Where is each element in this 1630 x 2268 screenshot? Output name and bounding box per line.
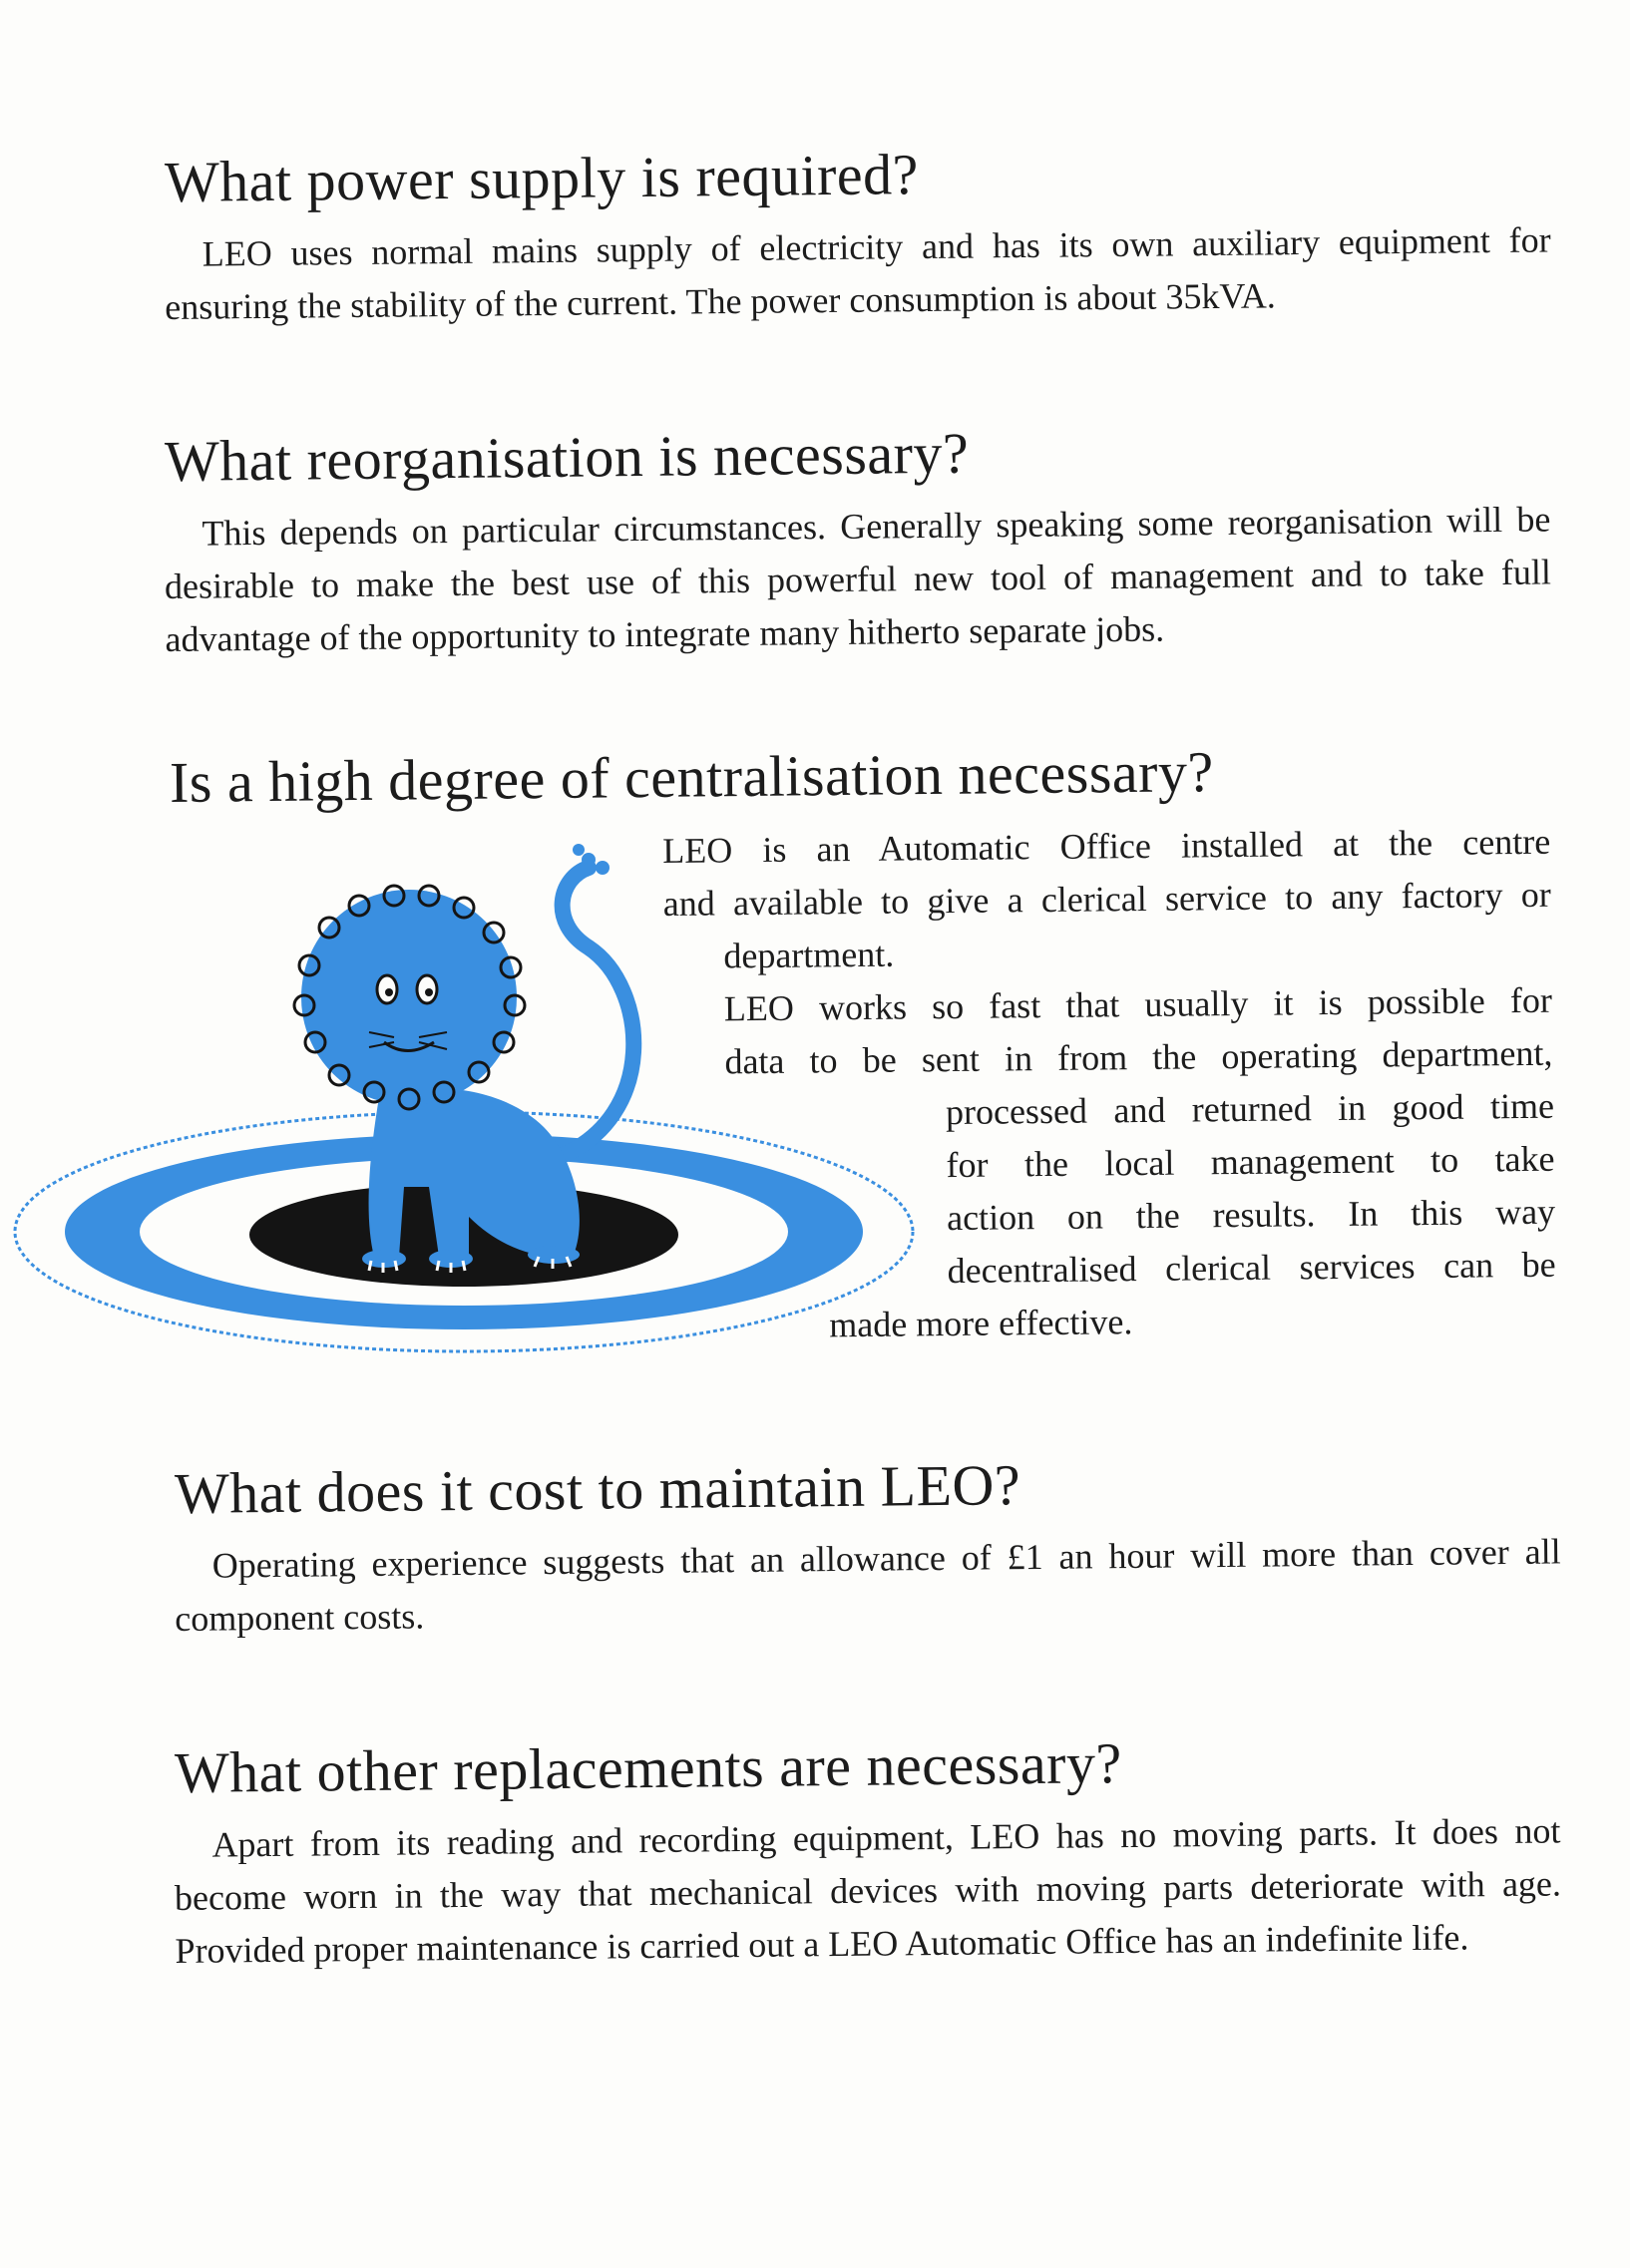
- answer-reorganisation: This depends on particular circumstances. Generally speaking some reorganisation will be desirable to make the best use of this powerful new tool of management and to take full advantage of the opportunity to integrate many hitherto separate jobs.: [164, 499, 1552, 659]
- centralisation-line-1: LEO is an Automatic Office installed at the centre: [662, 821, 1551, 872]
- centralisation-line-5: data to be sent in from the operating department,: [724, 1032, 1553, 1082]
- lion-icon: [0, 838, 918, 1396]
- centralisation-line-7: for the local management to take: [946, 1138, 1555, 1186]
- section-replacements: [174, 1730, 1562, 1978]
- answer-power-supply: LEO uses normal mains supply of electricity and has its own auxiliary equipment for ensuring the stability of the current. The power consumption is about 35kVA.: [165, 219, 1551, 327]
- answer-replacements: Apart from its reading and recording equipment, LEO has no moving parts. It does not become worn in the way that mechanical devices with moving parts deteriorate with age. Provided proper maintenance is carried out a LEO Automatic Office has an indefinite life.: [174, 1810, 1562, 1971]
- centralisation-line-9: decentralised clerical services can be: [947, 1244, 1556, 1292]
- centralisation-line-10: made more effective.: [829, 1302, 1133, 1345]
- centralisation-line-8: action on the results. In this way: [946, 1191, 1556, 1239]
- centralisation-line-3: department.: [723, 934, 895, 976]
- heading-reorganisation: What reorganisation is necessary?: [164, 420, 970, 494]
- heading-replacements: What other replacements are necessary?: [174, 1730, 1122, 1805]
- centralisation-line-6: processed and returned in good time: [945, 1085, 1555, 1133]
- heading-centralisation: Is a high degree of centralisation necessary?: [169, 739, 1214, 815]
- centralisation-line-2: and available to give a clerical service to any factory or: [662, 874, 1551, 925]
- centralisation-line-4: LEO works so fast that usually it is possible for: [723, 979, 1553, 1029]
- answer-maintenance-cost: Operating experience suggests that an allowance of £1 an hour will more than cover all component costs.: [175, 1531, 1561, 1639]
- heading-power-supply: What power supply is required?: [164, 142, 920, 214]
- heading-maintenance-cost: What does it cost to maintain LEO?: [174, 1452, 1021, 1526]
- section-maintenance-cost: [174, 1452, 1561, 1646]
